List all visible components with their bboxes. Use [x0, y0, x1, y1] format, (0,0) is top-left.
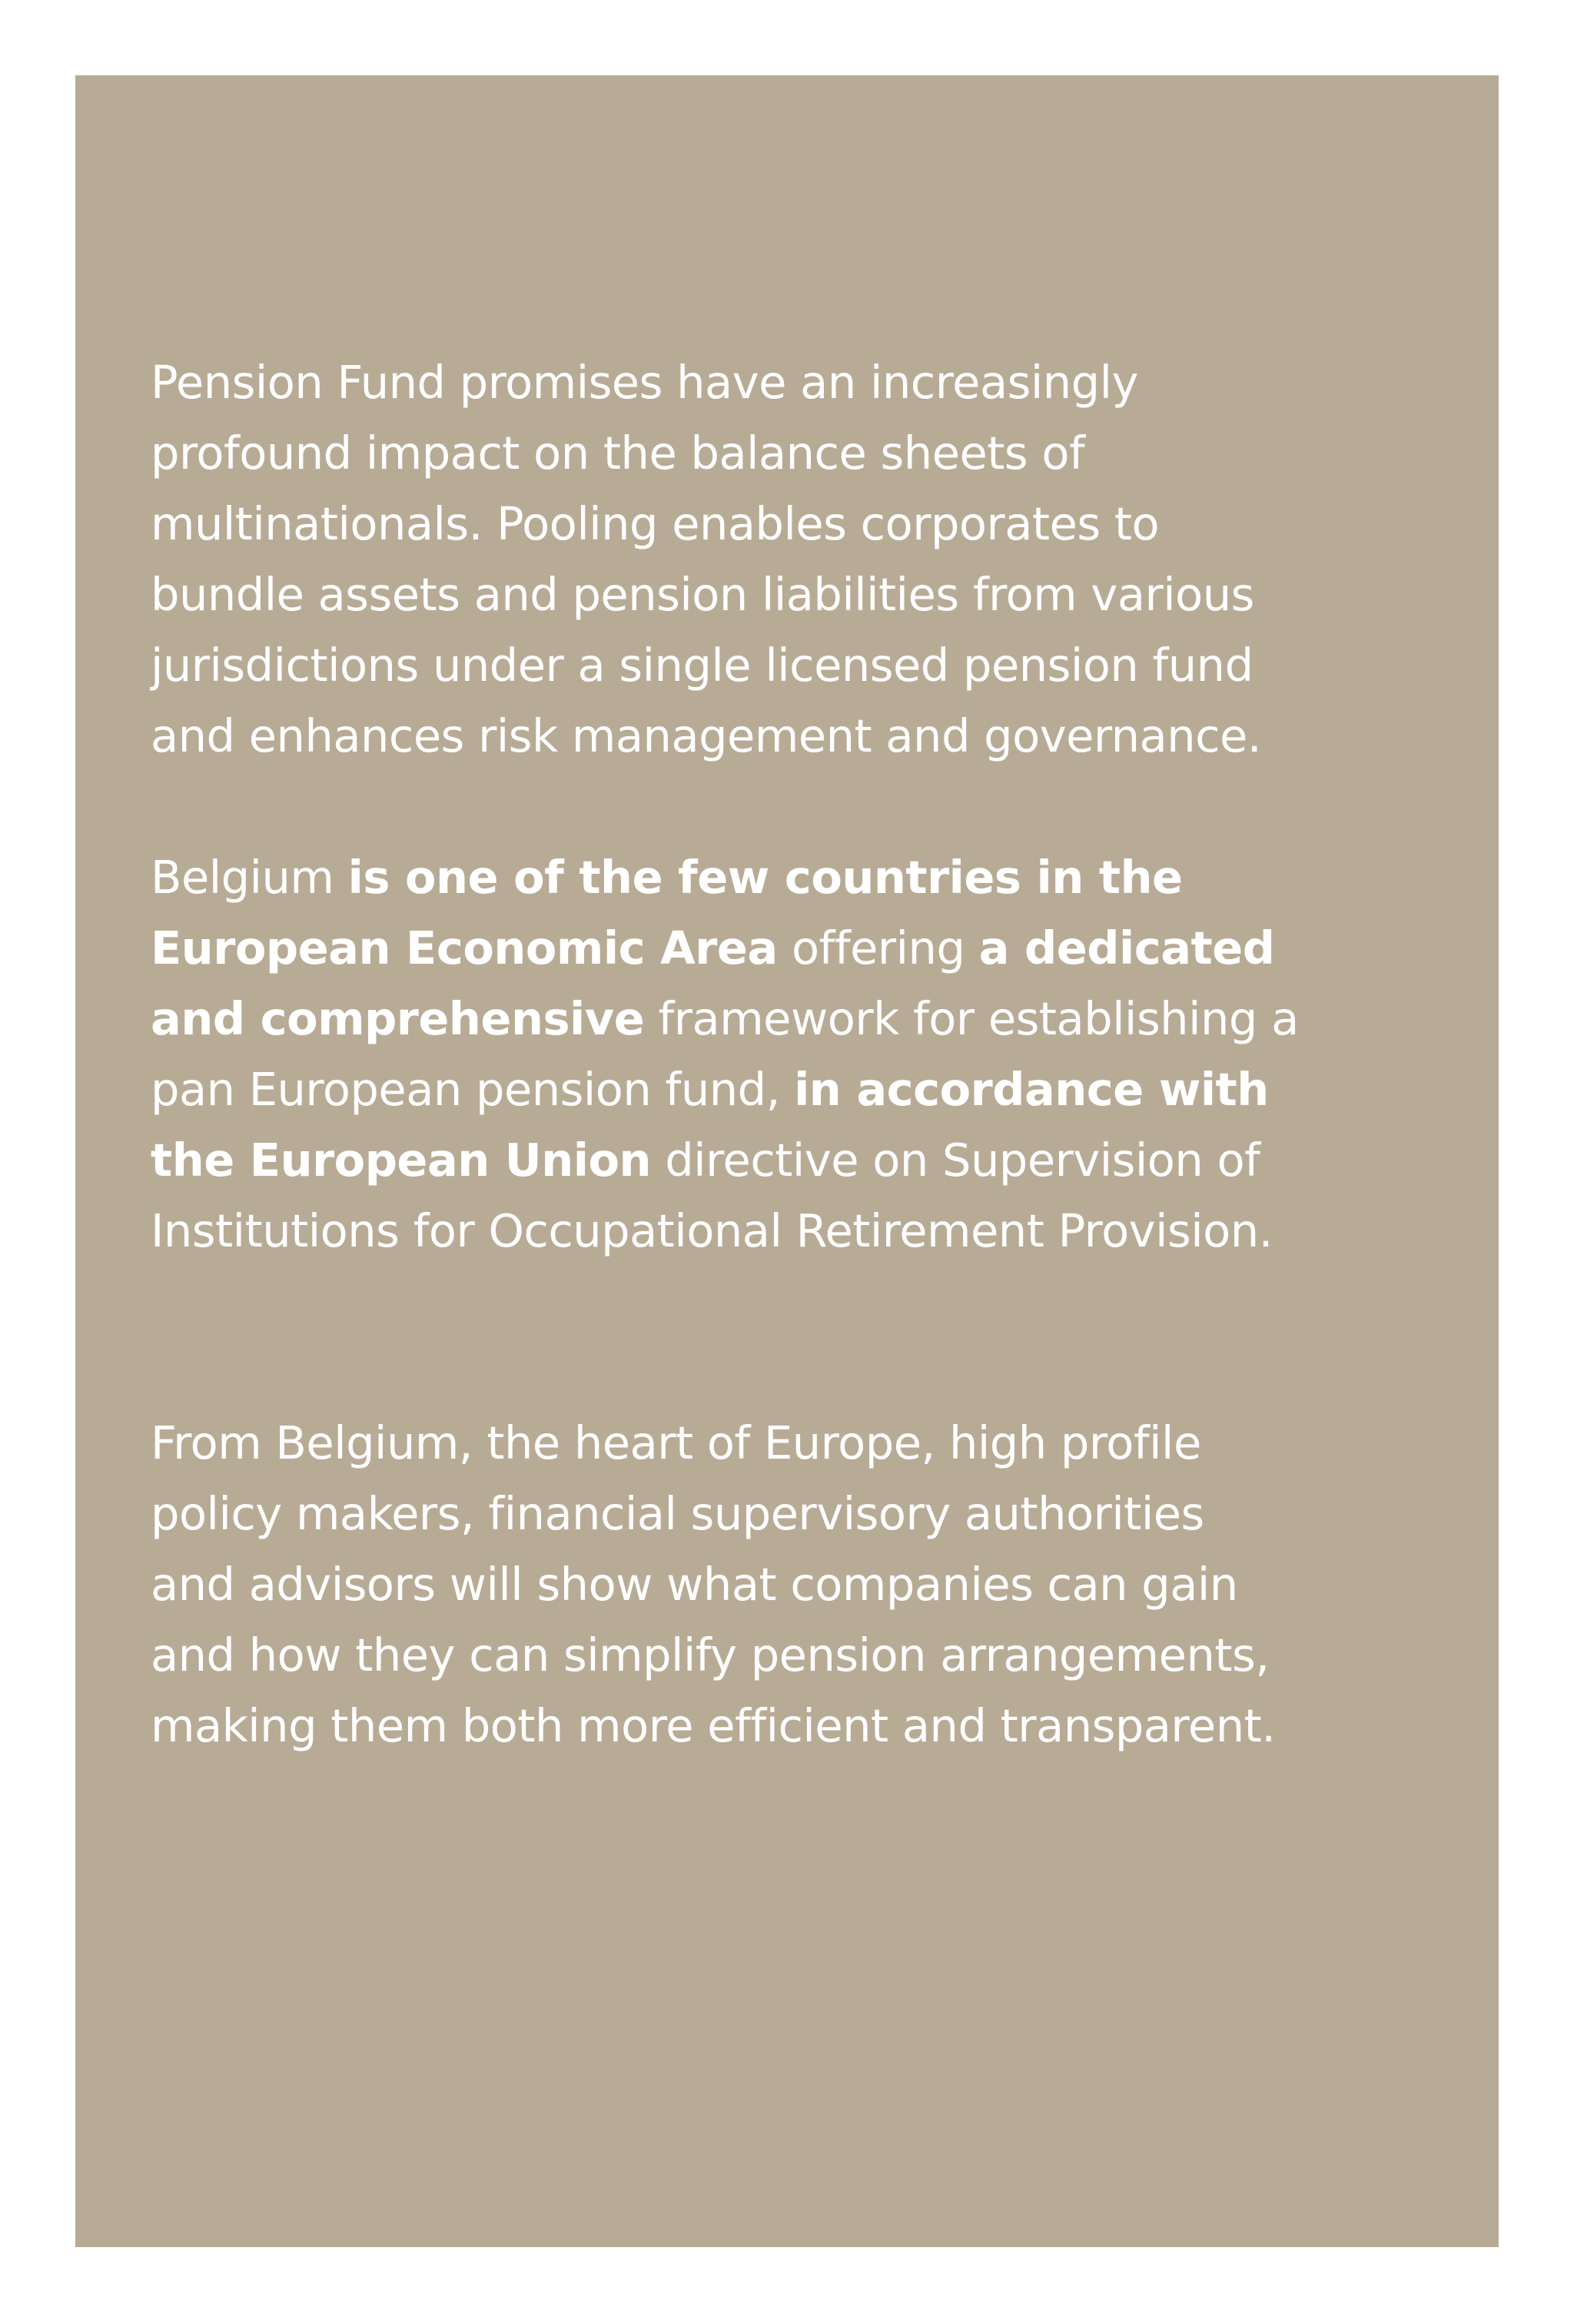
- framework-text: framework for establishing a pan European pension fund,: [151, 992, 1299, 1116]
- highlight-eu-accordance: in accordance with the European Union: [151, 1063, 1269, 1187]
- body-text: [151, 277, 1411, 1832]
- highlight-dedicated-framework: a dedicated and comprehensive: [151, 921, 1275, 1045]
- offering-text: offering: [777, 921, 979, 974]
- paragraph-belgium-framework: [151, 842, 1411, 1267]
- paragraph-intro: [151, 277, 1411, 772]
- heart-of-europe-text: From Belgium, the heart of Europe, high profile policy makers, financial supervisory authorities and advisors will show what companies can gain and how they can simplify pension arrangements, making them both more efficient and transparent.: [151, 1416, 1276, 1752]
- content-panel: [75, 75, 1499, 2247]
- intro-text: Pension Fund promises have an increasingly profound impact on the balance sheets of multinationals. Pooling enables corporates to bundle assets and pension liabilities from various jurisdictions under a single licensed pension fund and enhances risk management and governance.: [151, 356, 1262, 762]
- directive-text: directive on Supervision of Institutions for Occupational Retirement Provision.: [151, 1134, 1273, 1257]
- highlight-few-countries: is one of the few countries in the European Economic Area: [151, 851, 1183, 974]
- paragraph-heart-of-europe: [151, 1337, 1411, 1761]
- belgium-text: Belgium: [151, 851, 348, 904]
